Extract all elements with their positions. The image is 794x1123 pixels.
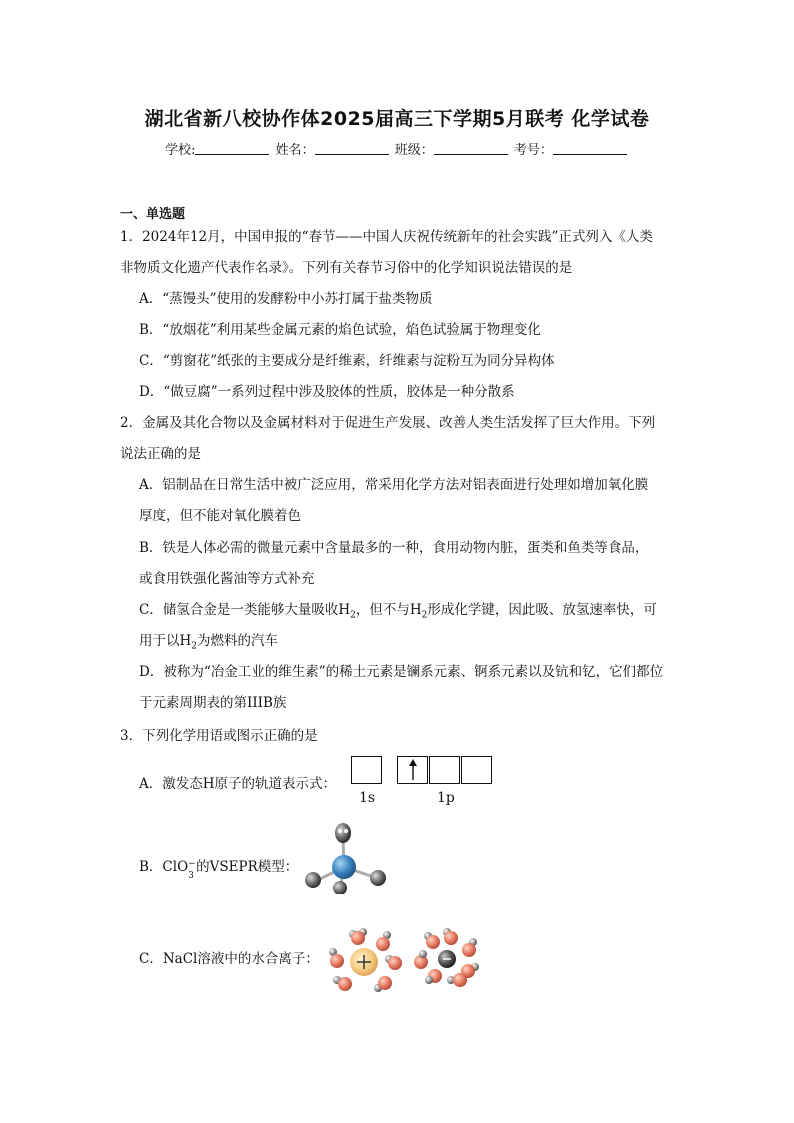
q2-option-a-line1[interactable]: A．铝制品在日常生活中被广泛应用，常采用化学方法对铝表面进行处理如增加氧化膜 [139, 477, 649, 493]
q2-c-text-c: 形成化学键，因此吸、放氢速率快，可 [427, 602, 657, 618]
h2-subscript: 2 [421, 610, 428, 621]
o3-subscript: 3 [188, 871, 194, 881]
q1-option-d[interactable]: D．“做豆腐”一系列过程中涉及胶体的性质，胶体是一种分散系 [139, 384, 515, 400]
name-blank[interactable] [315, 142, 389, 155]
q1-option-a[interactable]: A．“蒸馒头”使用的发酵粉中小苏打属于盐类物质 [139, 291, 433, 307]
q2-c-text-b: ，但不与H [355, 602, 422, 618]
anion-cluster [414, 928, 479, 987]
q2-option-c-line1[interactable] [139, 601, 657, 625]
clo3-formula: B．ClO [139, 859, 189, 875]
q2-option-b-line2: 或食用铁强化酱油等方式补充 [139, 571, 315, 587]
q1-stem-line2: 非物质文化遗产代表作名录》。下列有关春节习俗中的化学知识说法错误的是 [120, 260, 573, 276]
q2-option-c-line2 [139, 632, 278, 656]
school-label: 学校: [165, 143, 196, 158]
section-heading: 一、单选题 [120, 207, 186, 222]
class-label: 班级： [394, 143, 434, 158]
exam-number-label: 考号： [513, 143, 553, 158]
q3-option-a[interactable]: A．激发态H原子的轨道表示式： [139, 776, 337, 792]
q2-c2-text-a: 用于以H [139, 633, 192, 649]
q2-option-d-line1[interactable]: D．被称为“冶金工业的维生素”的稀土元素是镧系元素、锕系元素以及钪和钇，它们都位 [139, 664, 664, 680]
q2-option-d-line2: 于元素周期表的第IIIB族 [139, 695, 287, 711]
exam-number-blank[interactable] [553, 142, 627, 155]
name-label: 姓名： [275, 143, 315, 158]
q3-option-c[interactable]: C．NaCl溶液中的水合离子： [139, 951, 319, 967]
q1-stem-line1: 1．2024年12月，中国申报的“春节——中国人庆祝传统新年的社会实践”正式列入《人类 [120, 229, 653, 245]
q2-c-text-a: C．储氢合金是一类能够大量吸收H [139, 602, 351, 618]
vsepr-model-image [298, 822, 394, 894]
class-blank[interactable] [434, 142, 508, 155]
q2-c2-text-b: 为燃料的汽车 [197, 633, 279, 649]
q2-stem-line1: 2．金属及其化合物以及金属材料对于促进生产发展、改善人类生活发挥了巨大作用。下列 [120, 415, 656, 431]
vsepr-text: 的VSEPR模型： [196, 859, 299, 875]
q1-option-c[interactable]: C．“剪窗花”纸张的主要成分是纤维素，纤维素与淀粉互为同分异构体 [139, 353, 555, 369]
spin-up-arrow-icon [405, 758, 421, 782]
q1-option-b[interactable]: B．“放烟花”利用某些金属元素的焰色试验，焰色试验属于物理变化 [139, 322, 541, 338]
orbital-box-1p-3 [461, 756, 492, 784]
orbital-box-1s [351, 756, 382, 784]
hydrated-ions-image [323, 922, 488, 997]
q3-stem: 3．下列化学用语或图示正确的是 [120, 728, 318, 744]
school-blank[interactable] [195, 142, 269, 155]
q2-stem-line2: 说法正确的是 [120, 446, 201, 462]
q2-option-a-line2: 厚度，但不能对氧化膜着色 [139, 508, 301, 524]
exam-title: 湖北省新八校协作体2025届高三下学期5月联考 化学试卷 [144, 108, 650, 130]
label-1s: 1s [359, 790, 376, 806]
q2-option-b-line1[interactable]: B．铁是人体必需的微量元素中含量最多的一种，食用动物内脏，蛋类和鱼类等食品， [139, 540, 649, 556]
orbital-box-1p-2 [429, 756, 460, 784]
q3-option-b[interactable] [139, 858, 299, 881]
h2-subscript: 2 [191, 641, 198, 652]
student-info-row [0, 139, 794, 158]
h2-subscript: 2 [350, 610, 356, 621]
label-1p: 1p [437, 790, 455, 806]
charge-superscript: − [188, 859, 196, 869]
cation-cluster [329, 928, 402, 992]
